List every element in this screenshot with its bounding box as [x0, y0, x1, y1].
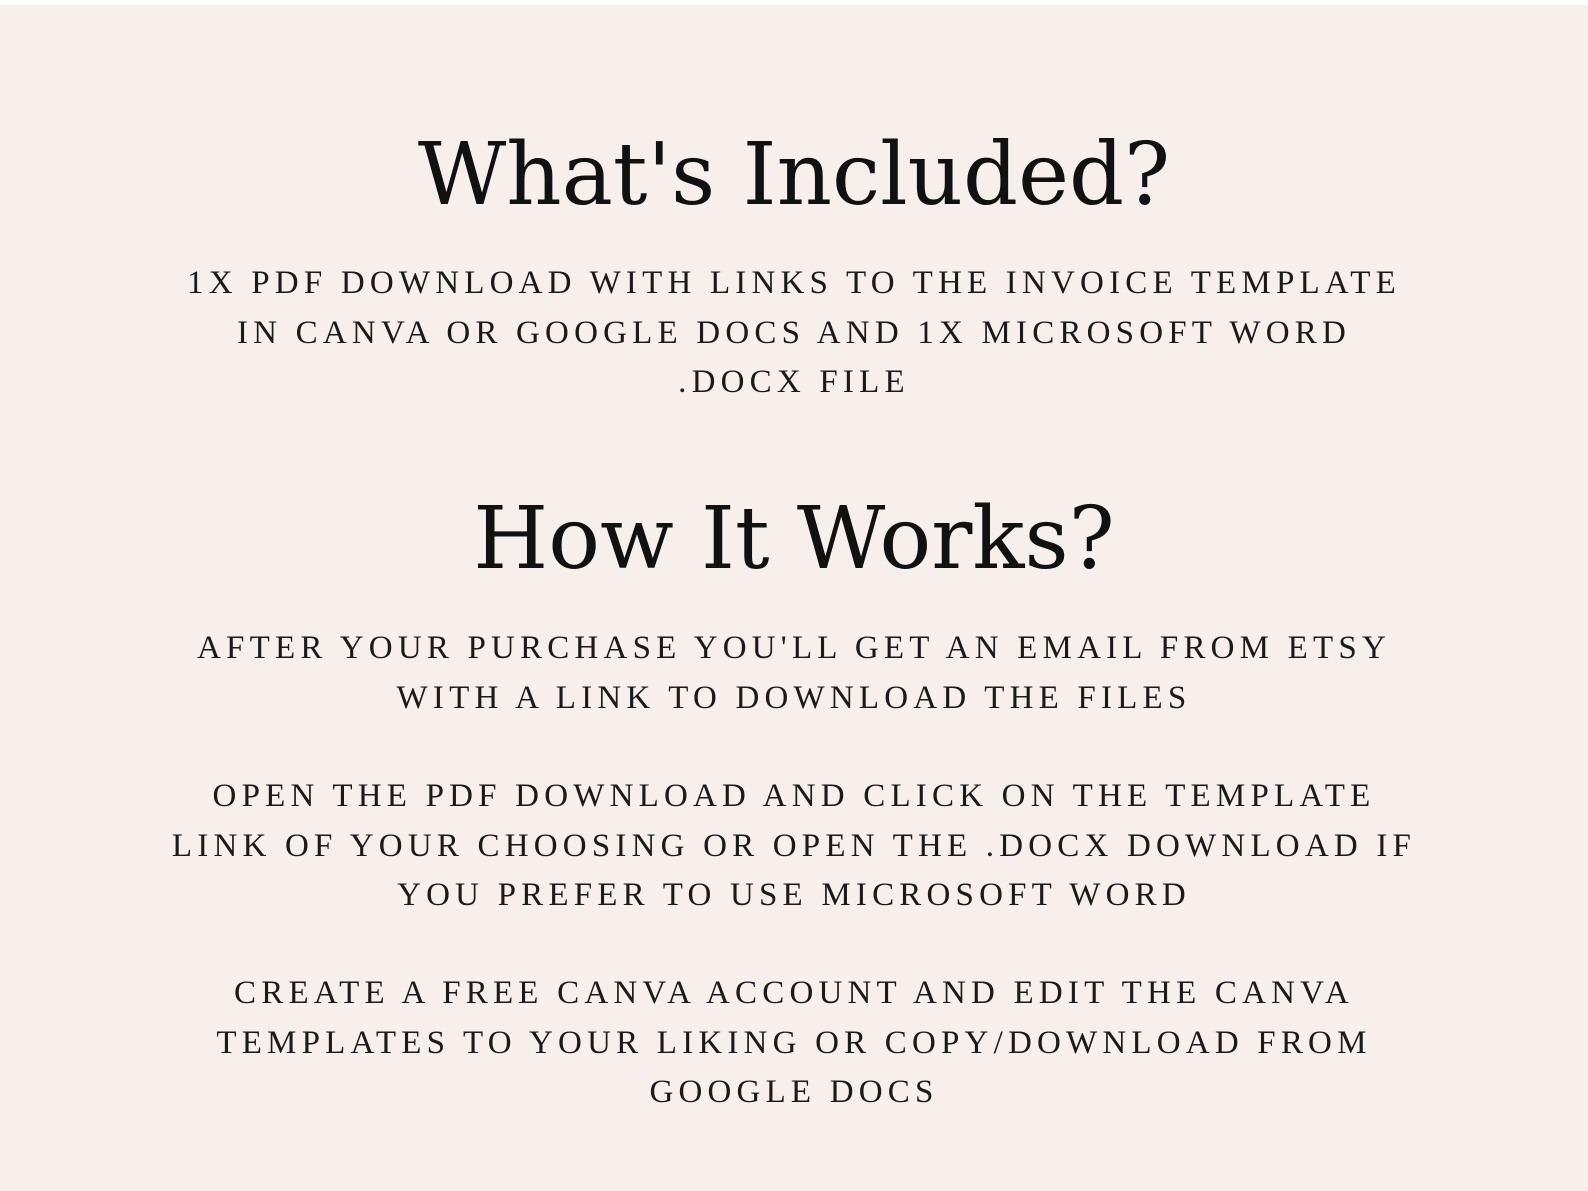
step-line: AFTER YOUR PURCHASE YOU'LL GET AN EMAIL FROM ETSY: [197, 630, 1391, 666]
description-line: 1X PDF DOWNLOAD WITH LINKS TO THE INVOICE TEMPLATE: [187, 265, 1401, 301]
info-card: [0, 5, 1588, 1191]
step-line: LINK OF YOUR CHOOSING OR OPEN THE .DOCX DOWNLOAD IF: [171, 827, 1417, 864]
step-line: WITH A LINK TO DOWNLOAD THE FILES: [396, 679, 1192, 716]
description-line: IN CANVA OR GOOGLE DOCS AND 1X MICROSOFT WORD: [236, 314, 1352, 351]
whats-included-description: [0, 259, 1588, 408]
whats-included-heading: What's Included?: [417, 125, 1171, 225]
description-line: .DOCX FILE: [678, 364, 910, 400]
step-line: TEMPLATES TO YOUR LIKING OR COPY/DOWNLOAD FROM: [216, 1024, 1372, 1061]
step-line: CREATE A FREE CANVA ACCOUNT AND EDIT THE CANVA: [234, 975, 1354, 1011]
step-line: YOU PREFER TO USE MICROSOFT WORD: [397, 877, 1191, 913]
how-it-works-heading: How It Works?: [473, 489, 1115, 589]
how-it-works-step-1: [0, 624, 1588, 723]
step-line: OPEN THE PDF DOWNLOAD AND CLICK ON THE TEMPLATE: [212, 778, 1376, 814]
step-line: GOOGLE DOCS: [649, 1074, 939, 1110]
how-it-works-step-2: [0, 772, 1588, 921]
how-it-works-step-3: [0, 969, 1588, 1118]
